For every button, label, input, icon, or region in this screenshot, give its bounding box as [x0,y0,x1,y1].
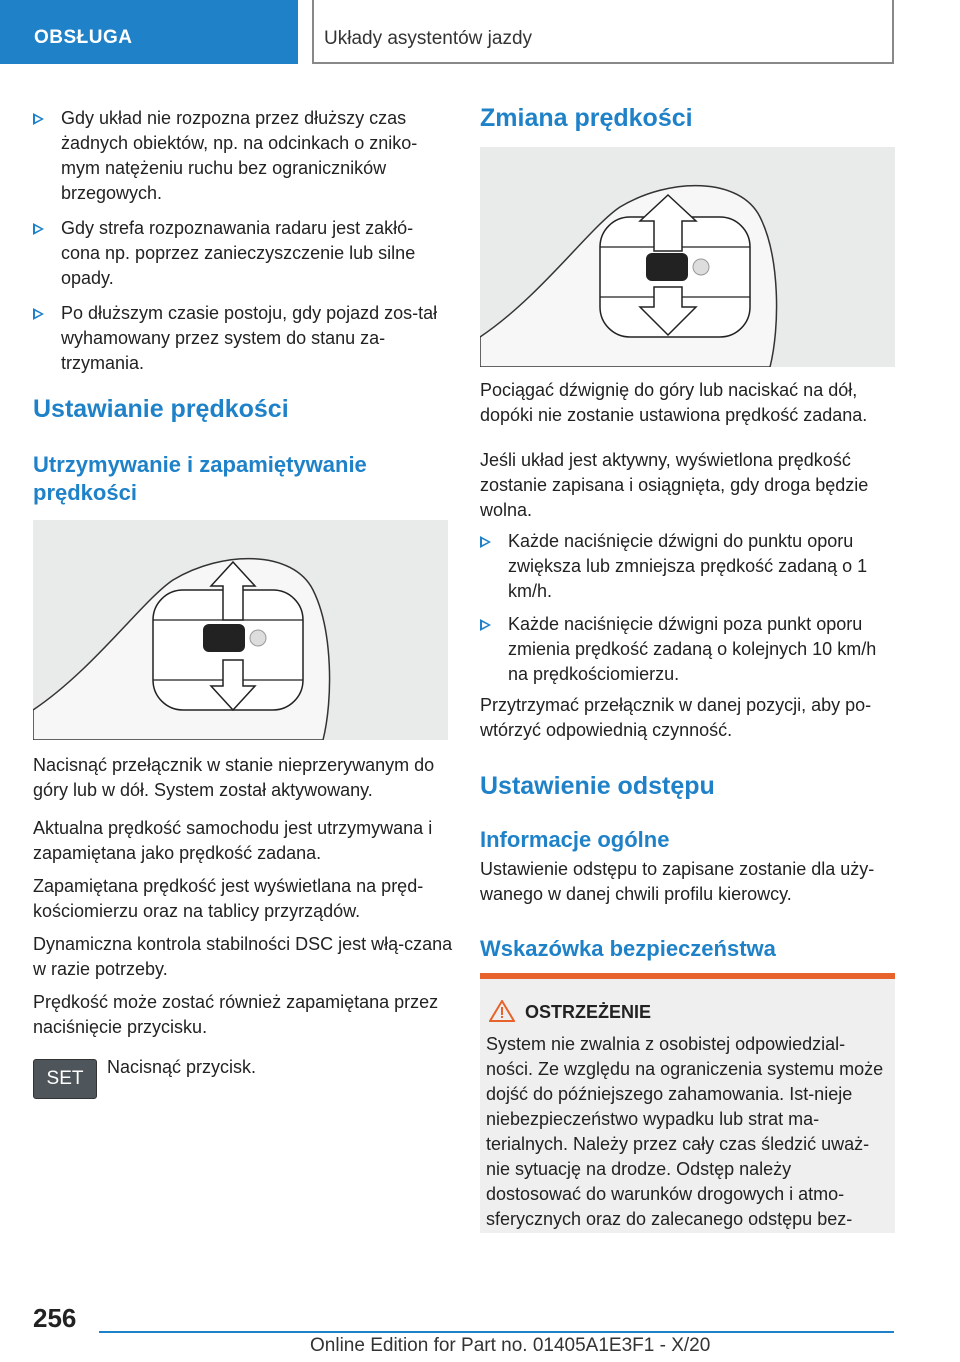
list-item: Po dłuższym czasie postoju, gdy pojazd zos-tał wyhamowany przez system do stanu za-trzymania. [33,301,448,376]
set-instruction: Nacisnąć przycisk. [107,1057,257,1077]
paragraph: Nacisnąć przełącznik w stanie nieprzerywanym do góry lub w dół. System został aktywowany. [33,755,435,800]
list-item: Każde naciśnięcie dźwigni poza punkt oporu zmienia prędkość zadaną o kolejnych 10 km/h na prędkościomierzu. [480,612,900,687]
paragraph: Jeśli układ jest aktywny, wyświetlona prędkość zostanie zapisana i osiągnięta, gdy droga będzie wolna. [480,450,869,520]
paragraph: Pociągać dźwignię do góry lub naciskać na dół, dopóki nie zostanie ustawiona prędkość zadana. [480,380,868,425]
steering-wheel-lever-illustration [480,147,895,367]
section-tab [0,0,298,64]
chapter-title: Układy asystentów jazdy [324,28,533,49]
paragraph: Zapamiętana prędkość jest wyświetlana na pręd-kościomierzu oraz na tablicy przyrządów. [33,876,424,921]
page-number: 256 [33,1303,77,1333]
paragraph: Przytrzymać przełącznik w danej pozycji, aby po-wtórzyć odpowiednią czynność. [480,695,872,740]
heading-hold-speed: Utrzymywanie i zapamiętywanie prędkości [33,452,367,505]
warning-bar [480,973,895,979]
steering-wheel-buttons-illustration [33,520,448,740]
list-item: Gdy strefa rozpoznawania radaru jest zakłó-cona np. poprzez zanieczyszczenie lub silne opady. [33,216,448,291]
bullet-triangle-icon [33,223,44,235]
steering-wheel-image [33,520,448,740]
paragraph: Prędkość może zostać również zapamiętana przez naciśnięcie przycisku. [33,992,439,1037]
set-button-label: SET [46,1068,84,1089]
heading-speed-setting: Ustawianie prędkości [33,395,289,423]
left-bullet-list [33,106,448,376]
footer-divider [99,1331,894,1333]
set-button-icon [33,1059,97,1099]
paragraph: Aktualna prędkość samochodu jest utrzymywana i zapamiętana jako prędkość zadana. [33,818,433,863]
left-text-block [33,753,453,1040]
list-item: Każde naciśnięcie dźwigni do punktu oporu zwiększa lub zmniejsza prędkość zadaną o 1 km/h. [480,529,900,604]
heading-change-speed: Zmiana prędkości [480,104,693,132]
right-text-block [480,378,900,743]
bullet-triangle-icon [33,113,44,125]
paragraph: Dynamiczna kontrola stabilności DSC jest włą-czana w razie potrzeby. [33,934,453,979]
bullet-triangle-icon [480,536,491,548]
heading-safety: Wskazówka bezpieczeństwa [480,936,776,961]
warning-triangle-icon [489,1000,515,1022]
footer-edition: Online Edition for Part no. 01405A1E3F1 - X/20 [310,1335,711,1356]
bullet-triangle-icon [480,619,491,631]
chapter-tab [312,0,894,64]
list-item: Gdy układ nie rozpozna przez dłuższy czas żadnych obiektów, np. na odcinkach o zniko-mym natężeniu ruchu bez ograniczników brzegowych. [33,106,448,206]
warning-text: System nie zwalnia z osobistej odpowiedzial-ności. Ze względu na ograniczenia systemu może dojść do późniejszego zahamowania. Ist-nieje niebezpieczeństwo wypadku lub strat ma-terialnych. Należy przez cały czas śledzić uważ-nie sytuację na drodze. Odstęp należy dostosować do warunków drogowych i atmo-sferycznych oraz do zalecanego odstępu bez- [486,1034,884,1229]
steering-wheel-image [480,147,895,367]
paragraph: Ustawienie odstępu to zapisane zostanie dla uży-wanego w danej chwili profilu kierowcy. [480,859,875,904]
heading-general-info: Informacje ogólne [480,827,670,852]
warning-box [480,973,895,1233]
heading-distance: Ustawienie odstępu [480,772,715,800]
bullet-triangle-icon [33,308,44,320]
warning-title: OSTRZEŻENIE [525,1002,652,1022]
section-title: OBSŁUGA [34,27,133,48]
